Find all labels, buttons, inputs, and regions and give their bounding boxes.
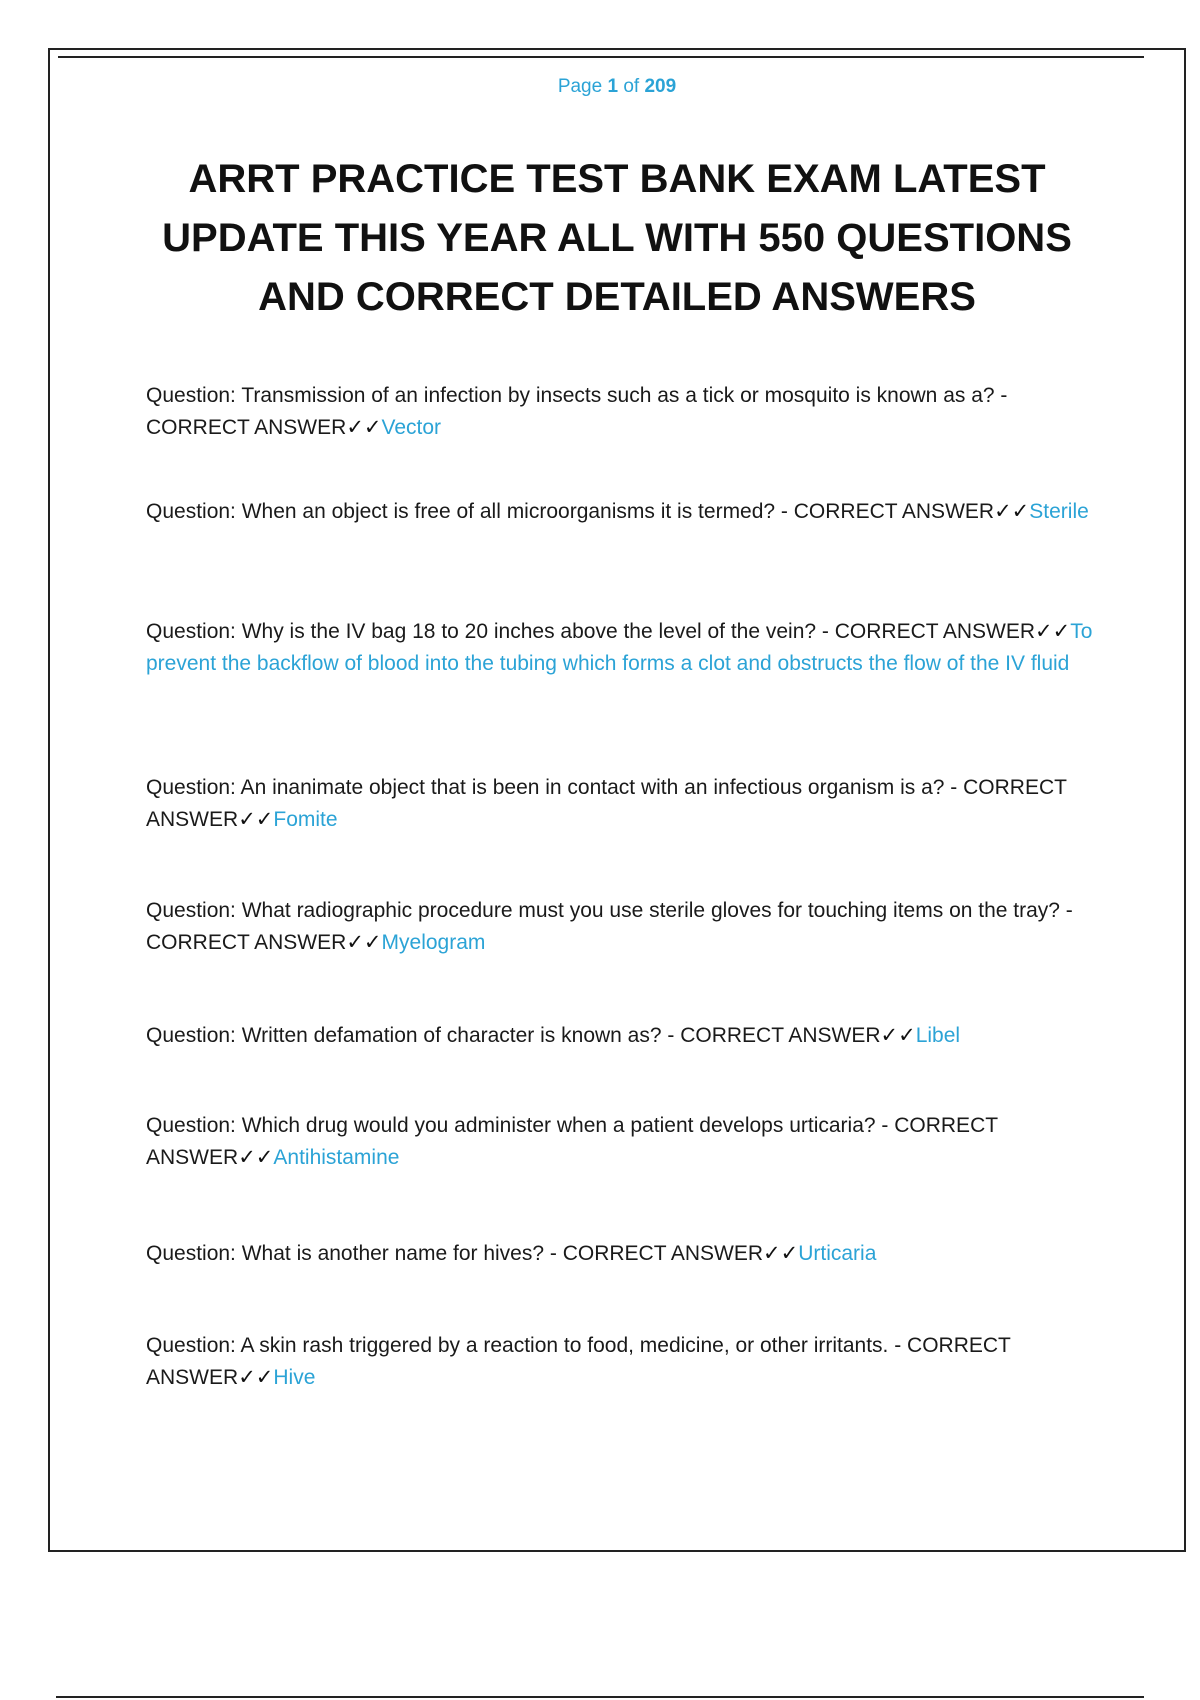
answer-text: Myelogram xyxy=(381,931,486,954)
question-text: Question: When an object is free of all microorganisms it is termed? - CORRECT ANSWER xyxy=(146,500,995,523)
question-text: Question: Why is the IV bag 18 to 20 inches above the level of the vein? - CORRECT ANSWER xyxy=(146,620,1036,643)
title-line-2: UPDATE THIS YEAR ALL WITH 550 QUESTIONS xyxy=(162,216,1072,260)
question-item-6 xyxy=(146,1020,1106,1052)
answer-text: Fomite xyxy=(273,808,338,831)
checkmark-icon: ✓✓ xyxy=(763,1242,799,1265)
title-line-1: ARRT PRACTICE TEST BANK EXAM LATEST xyxy=(188,157,1046,201)
question-text: Question: Written defamation of character is known as? - CORRECT ANSWER xyxy=(146,1024,881,1047)
page-label: Page xyxy=(557,76,603,97)
document-title xyxy=(120,150,1114,327)
checkmark-icon: ✓✓ xyxy=(880,1024,916,1047)
checkmark-icon: ✓✓ xyxy=(238,1366,274,1389)
answer-text: Hive xyxy=(273,1366,316,1389)
answer-text: Urticaria xyxy=(798,1242,877,1265)
question-item-5 xyxy=(146,895,1106,959)
question-item-3 xyxy=(146,616,1106,680)
question-item-2 xyxy=(146,496,1106,528)
checkmark-icon: ✓✓ xyxy=(1035,620,1071,643)
page-of: of xyxy=(623,76,640,97)
question-text: Question: Transmission of an infection by insects such as a tick or mosquito is known as a? - CORRECT ANSWER xyxy=(146,384,1008,439)
checkmark-icon: ✓✓ xyxy=(238,808,274,831)
next-page-top-rule xyxy=(56,1696,1144,1698)
page-total: 209 xyxy=(644,76,677,97)
question-text: Question: A skin rash triggered by a reaction to food, medicine, or other irritants. - CORRECT ANSWER xyxy=(146,1334,1011,1389)
checkmark-icon: ✓✓ xyxy=(346,416,382,439)
checkmark-icon: ✓✓ xyxy=(238,1146,274,1169)
checkmark-icon: ✓✓ xyxy=(346,931,382,954)
page-frame xyxy=(48,48,1186,1552)
page-counter xyxy=(50,76,1184,98)
answer-text: Antihistamine xyxy=(273,1146,400,1169)
answer-text: Libel xyxy=(915,1024,961,1047)
question-item-7 xyxy=(146,1110,1106,1174)
question-text: Question: An inanimate object that is been in contact with an infectious organism is a? - CORRECT ANSWER xyxy=(146,776,1067,831)
question-item-1 xyxy=(146,380,1106,444)
question-text: Question: What radiographic procedure must you use sterile gloves for touching items on the tray? - CORRECT ANSWER xyxy=(146,899,1073,954)
question-item-8 xyxy=(146,1238,1106,1270)
top-rule xyxy=(58,56,1144,58)
page-current: 1 xyxy=(607,76,619,97)
answer-text: Vector xyxy=(381,416,442,439)
question-text: Question: What is another name for hives? - CORRECT ANSWER xyxy=(146,1242,763,1265)
answer-text: To prevent the backflow of blood into the tubing which forms a clot and obstructs the flow of the IV fluid xyxy=(146,620,1093,675)
question-text: Question: Which drug would you administer when a patient develops urticaria? - CORRECT ANSWER xyxy=(146,1114,998,1169)
answer-text: Sterile xyxy=(1029,500,1089,523)
question-item-9 xyxy=(146,1330,1106,1394)
checkmark-icon: ✓✓ xyxy=(994,500,1030,523)
question-item-4 xyxy=(146,772,1106,836)
title-line-3: AND CORRECT DETAILED ANSWERS xyxy=(258,275,976,319)
